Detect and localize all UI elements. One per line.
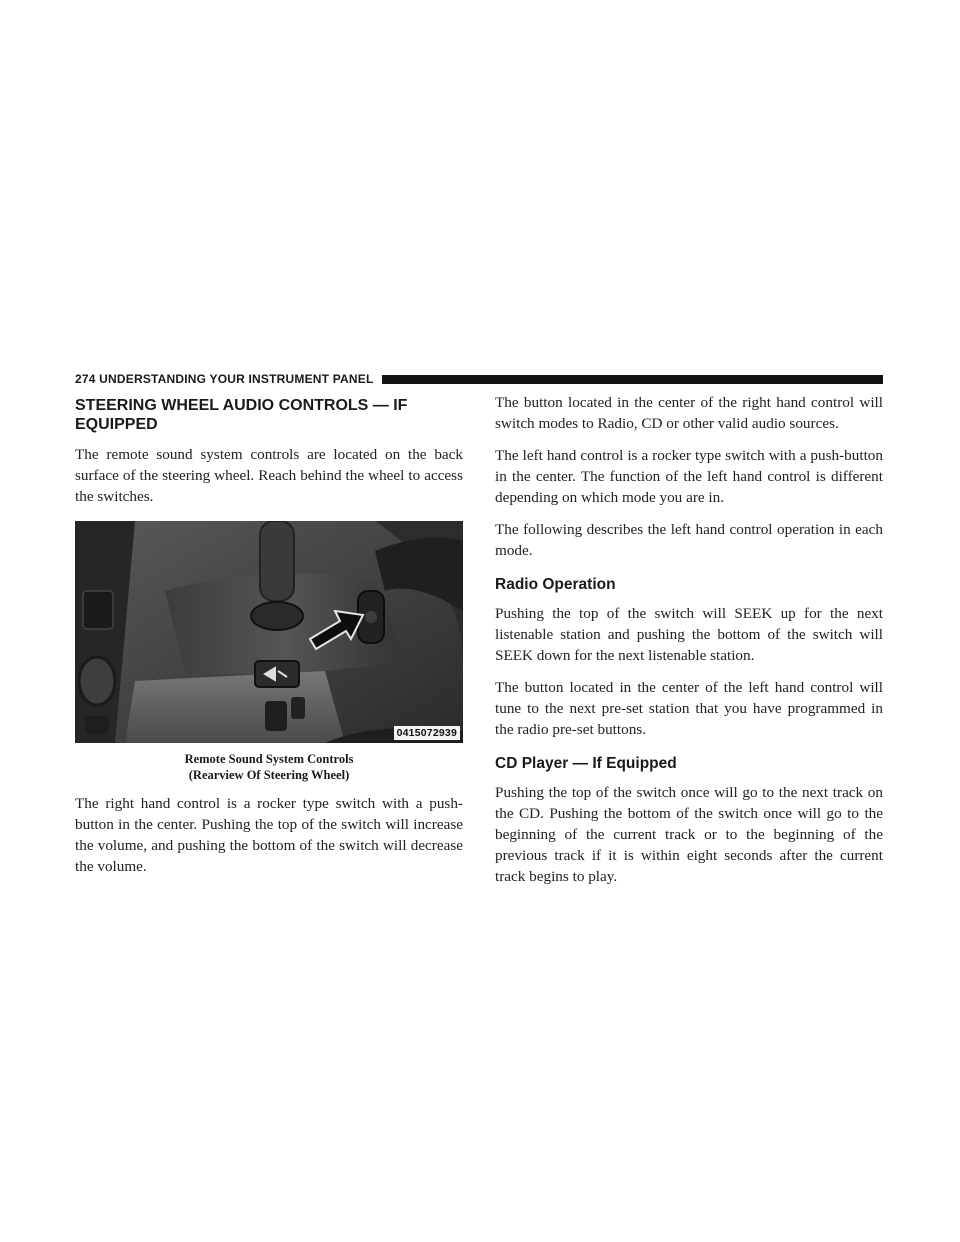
describes-paragraph: The following describes the left hand control operation in each mode. bbox=[495, 521, 883, 559]
caption-line-1: Remote Sound System Controls bbox=[184, 752, 354, 766]
figure-id-label: 0415072939 bbox=[394, 726, 460, 740]
radio-operation-heading: Radio Operation bbox=[495, 576, 616, 593]
header-rule bbox=[382, 375, 884, 384]
intro-paragraph: The remote sound system controls are located on the back surface of the steering wheel. Reach behind the wheel to access the switches. bbox=[75, 446, 463, 505]
section-heading: STEERING WHEEL AUDIO CONTROLS — IF EQUIPPED bbox=[75, 397, 408, 433]
steering-wheel-photo bbox=[75, 521, 463, 743]
caption-line-2: (Rearview Of Steering Wheel) bbox=[188, 768, 350, 782]
radio-seek-paragraph: Pushing the top of the switch will SEEK up for the next listenable station and pushing the bottom of the switch will SEEK down for the next listenable station. bbox=[495, 605, 883, 664]
steering-wheel-illustration bbox=[75, 521, 463, 743]
cd-player-heading: CD Player — If Equipped bbox=[495, 755, 677, 772]
right-control-paragraph: The right hand control is a rocker type switch with a push-button in the center. Pushing the top of the switch will increase the volume, and pushing the bottom of the switch will decrease the volume. bbox=[75, 795, 463, 875]
right-column bbox=[495, 392, 883, 898]
left-control-paragraph: The left hand control is a rocker type switch with a push-button in the center. The function of the left hand control is different depending on which mode you are in. bbox=[495, 447, 883, 506]
radio-preset-paragraph: The button located in the center of the left hand control will tune to the next pre-set station that you have programmed in the radio pre-set buttons. bbox=[495, 679, 883, 738]
cd-player-paragraph: Pushing the top of the switch once will go to the next track on the CD. Pushing the bottom of the switch once will go to the beginning of the current track or to the beginning of the previous track if it is within eight seconds after the current track begins to play. bbox=[495, 784, 883, 885]
page-header bbox=[75, 372, 883, 386]
left-column bbox=[75, 392, 463, 888]
figure-caption bbox=[75, 751, 463, 783]
page-number-label: 274 UNDERSTANDING YOUR INSTRUMENT PANEL bbox=[75, 372, 374, 386]
center-button-paragraph: The button located in the center of the right hand control will switch modes to Radio, CD or other valid audio sources. bbox=[495, 394, 883, 432]
